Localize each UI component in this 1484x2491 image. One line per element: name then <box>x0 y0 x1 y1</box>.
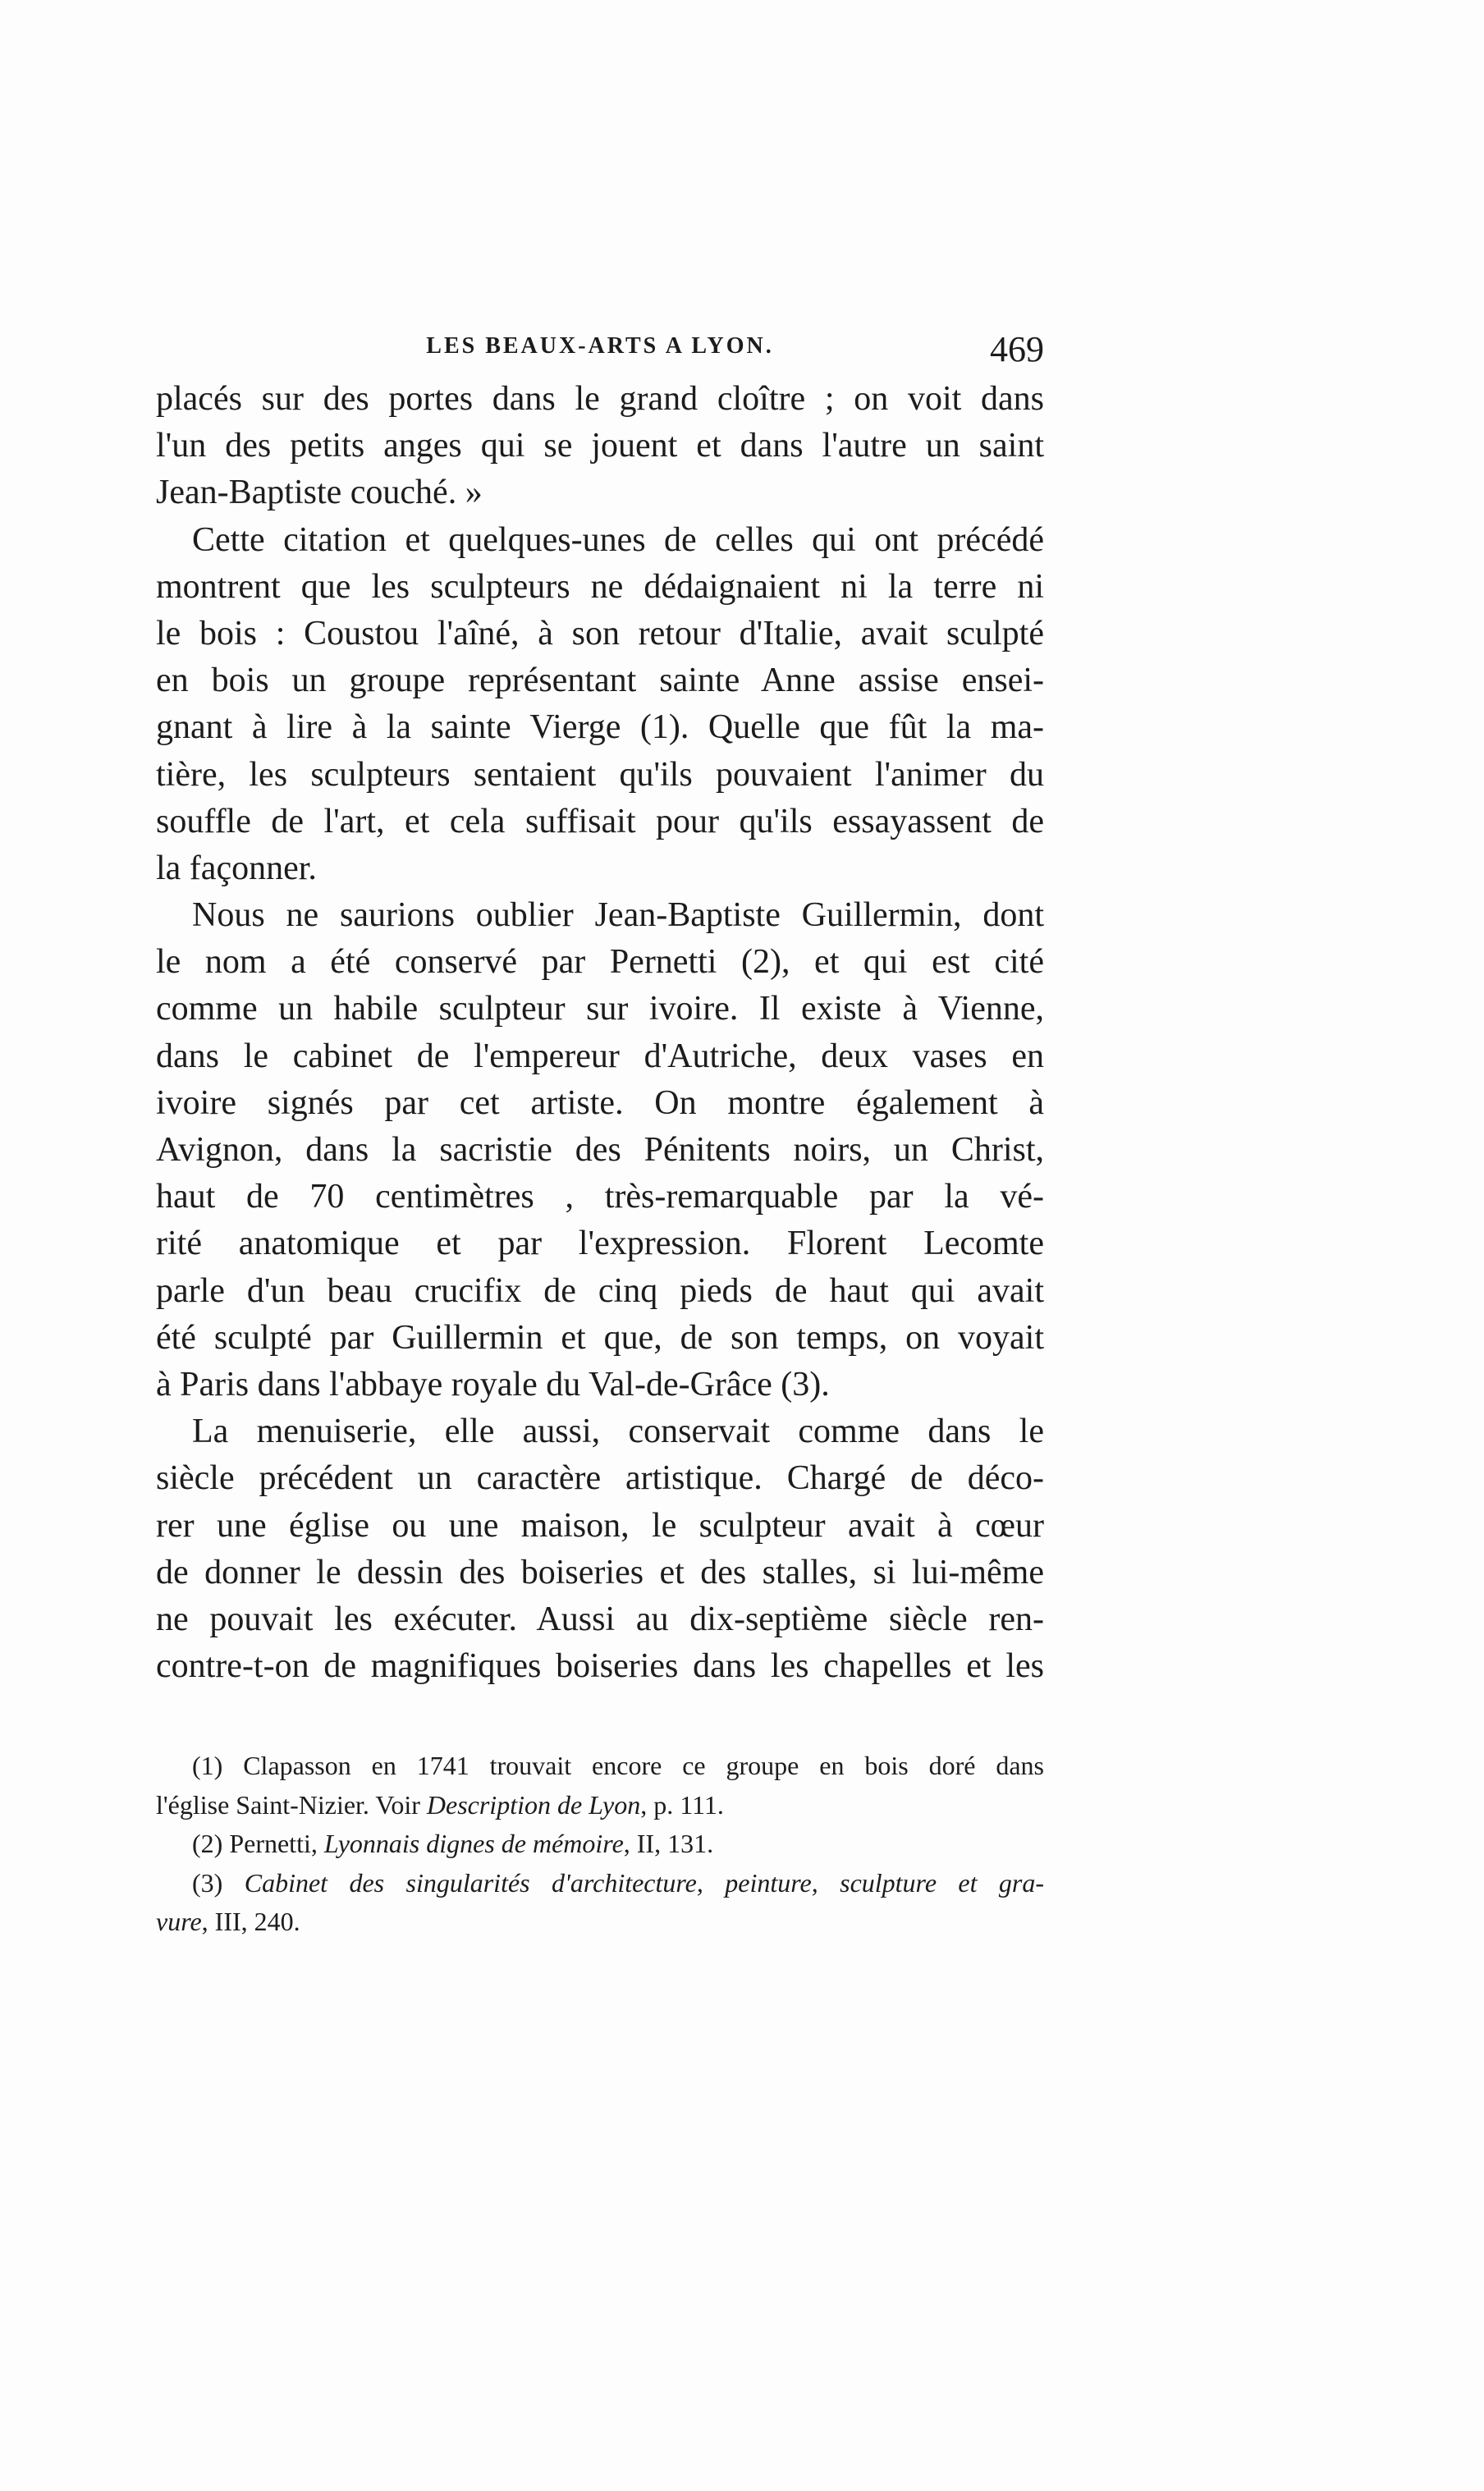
text-line: l'un des petits anges qui se jouent et dans l'autre un saint <box>156 427 1044 465</box>
footnote-text: , p. 111. <box>640 1789 724 1820</box>
text-line: rité anatomique et par l'expression. Florent Lecomte <box>156 1225 1044 1263</box>
text-line: montrent que les sculpteurs ne dédaignaient ni la terre ni <box>156 567 1044 606</box>
text-line: ne pouvait les exécuter. Aussi au dix-septième siècle ren- <box>156 1600 1044 1638</box>
text-line: la façonner. <box>156 849 317 887</box>
text-line: rer une église ou une maison, le sculpteur avait à cœur <box>156 1506 1044 1545</box>
text-line: Jean-Baptiste couché. » <box>156 474 483 512</box>
text-line: haut de 70 centimètres , très-remarquable par la vé- <box>156 1178 1044 1216</box>
text-line: souffle de l'art, et cela suffisait pour qu'ils essayassent de <box>156 802 1044 840</box>
footnote-cited-title: Description de Lyon <box>426 1789 641 1820</box>
running-title: LES BEAUX-ARTS A LYON. <box>426 333 774 359</box>
text-line: le nom a été conservé par Pernetti (2), et qui est cité <box>156 943 1044 982</box>
text-line: parle d'un beau crucifix de cinq pieds de haut qui avait <box>156 1271 1044 1310</box>
text-line: en bois un groupe représentant sainte Anne assise ensei- <box>156 662 1044 700</box>
text-line: été sculpté par Guillermin et que, de son temps, on voyait <box>156 1318 1044 1357</box>
running-head <box>156 328 1044 378</box>
footnote-cited-title: Lyonnais dignes de mémoire <box>323 1829 624 1858</box>
footnote-text: (2) Pernetti, <box>192 1829 324 1858</box>
footnote-2 <box>156 1825 1044 1864</box>
text-line: siècle précédent un caractère artistique. Chargé de déco- <box>156 1459 1044 1498</box>
text-line: contre-t-on de magnifiques boiseries dans les chapelles et les <box>156 1647 1044 1686</box>
text-line: Nous ne saurions oublier Jean-Baptiste Guillermin, dont <box>192 896 1044 935</box>
footnote-1: (1) Clapasson en 1741 trouvait encore ce groupe en bois doré dans <box>192 1751 1044 1780</box>
page-number: 469 <box>990 329 1044 369</box>
text-line: le bois : Coustou l'aîné, à son retour d'Italie, avait sculpté <box>156 614 1044 653</box>
footnote-text: , II, 131. <box>623 1829 714 1858</box>
footnote-3-continued <box>156 1903 1044 1942</box>
body-text <box>156 376 1044 1690</box>
text-line: Avignon, dans la sacristie des Pénitents noirs, un Christ, <box>156 1131 1044 1169</box>
text-line: dans le cabinet de l'empereur d'Autriche, deux vases en <box>156 1037 1044 1075</box>
text-line: placés sur des portes dans le grand cloître ; on voit dans <box>156 380 1044 418</box>
footnote-cited-title: Cabinet des singularités d'architecture, peinture, sculpture et gra- <box>244 1867 1045 1898</box>
text-line: tière, les sculpteurs sentaient qu'ils pouvaient l'animer du <box>156 755 1044 794</box>
text-line: comme un habile sculpteur sur ivoire. Il existe à Vienne, <box>156 990 1044 1028</box>
text-line: ivoire signés par cet artiste. On montre également à <box>156 1083 1044 1122</box>
footnote-text: (3) <box>192 1867 245 1898</box>
text-line: Cette citation et quelques-unes de celles qui ont précédé <box>192 520 1044 559</box>
footnote-text: , III, 240. <box>201 1907 300 1936</box>
footnotes <box>156 1747 1044 1942</box>
text-line: La menuiserie, elle aussi, conservait comme dans le <box>192 1413 1044 1451</box>
footnote-3 <box>156 1864 1044 1903</box>
text-line: de donner le dessin des boiseries et des stalles, si lui-même <box>156 1553 1044 1591</box>
footnote-1-continued <box>156 1786 1044 1825</box>
text-line: à Paris dans l'abbaye royale du Val-de-Grâce (3). <box>156 1365 830 1403</box>
footnote-cited-title: vure <box>156 1907 202 1936</box>
text-line: gnant à lire à la sainte Vierge (1). Quelle que fût la ma- <box>156 708 1044 747</box>
footnote-text: l'église Saint-Nizier. Voir <box>156 1789 427 1820</box>
